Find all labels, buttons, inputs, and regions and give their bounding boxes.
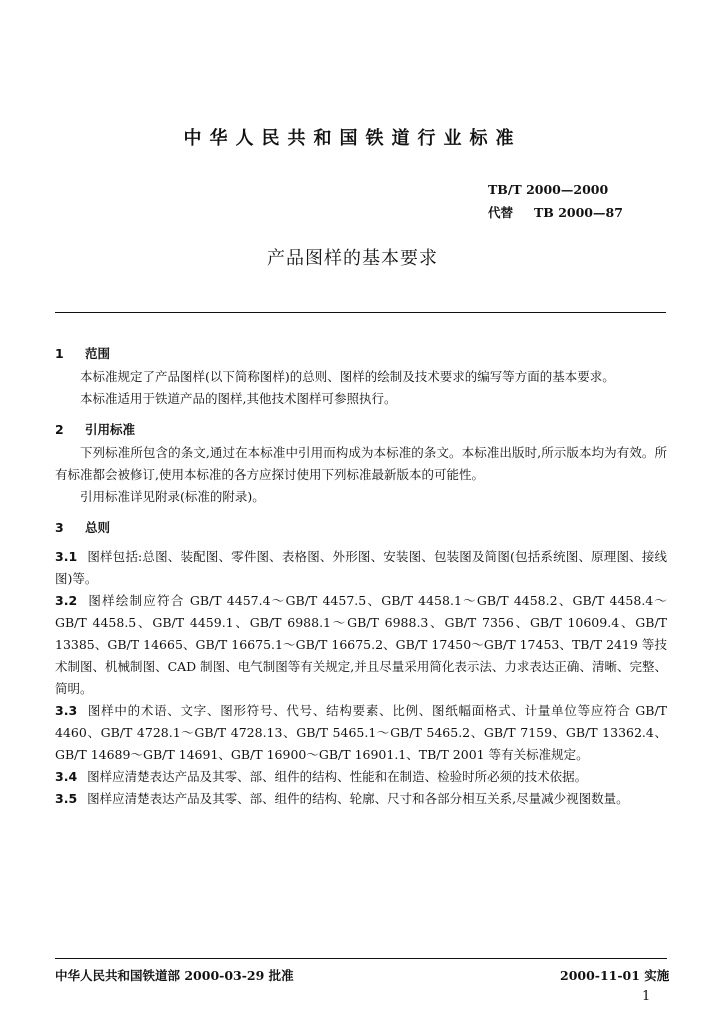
clause-text: 图样包括:总图、装配图、零件图、表格图、外形图、安装图、包装图及简图(包括系统图、原理图、接线图)等。 [55, 549, 667, 586]
clause-3-4 [55, 766, 667, 788]
clause-text: 图样应清楚表达产品及其零、部、组件的结构、性能和在制造、检验时所必须的技术依据。 [87, 769, 588, 784]
clause-3-1 [55, 546, 667, 590]
approval-line: 中华人民共和国铁道部 2000-03-29 批准 [55, 968, 294, 983]
clause-3-2 [55, 590, 667, 700]
document-title: 产品图样的基本要求 [267, 248, 438, 269]
paragraph: 本标准规定了产品图样(以下简称图样)的总则、图样的绘制及技术要求的编写等方面的基本要求。 [80, 369, 615, 384]
clause-number: 3.3 [55, 703, 78, 718]
clause-number: 3.4 [55, 769, 78, 784]
replaces-label: 代替 [488, 205, 514, 220]
footer-divider [55, 958, 667, 959]
section-heading-general [55, 516, 667, 540]
clause-text: 图样绘制应符合 GB/T 4457.4～GB/T 4457.5、GB/T 4458.1～GB/T 4458.2、GB/T 4458.4～GB/T 4458.5、GB/T 4459.1、GB/T 6988.1～GB/T 6988.3、GB/T 7356、GB/T 10609.4、GB/T 13385、GB/T 14665、GB/T 16675.1～GB/T 16675.2、GB/T 17450～GB/T 17453、TB/T 2419 等技术制图、机械制图、CAD 制图、电气制图等有关规定,并且尽量采用简化表示法、力求表达正确、清晰、完整、简明。 [55, 593, 667, 696]
section-title: 范围 [85, 346, 111, 361]
clause-3-3 [55, 700, 667, 766]
document-body [55, 340, 667, 810]
replaces-code: TB 2000—87 [534, 205, 623, 220]
clause-text: 图样应清楚表达产品及其零、部、组件的结构、轮廓、尺寸和各部分相互关系,尽量减少视图数量。 [87, 791, 629, 806]
clause-number: 3.5 [55, 791, 78, 806]
clause-number: 3.2 [55, 593, 78, 608]
section-heading-scope [55, 342, 667, 366]
standard-code-block [488, 178, 623, 224]
spacer [55, 508, 667, 514]
clause-3-5 [55, 788, 667, 810]
standard-number: TB/T 2000—2000 [488, 182, 609, 197]
section-number: 2 [55, 422, 64, 437]
section-number: 1 [55, 346, 64, 361]
standard-category-header: 中华人民共和国铁道行业标准 [183, 128, 522, 149]
replaces-line [488, 201, 623, 224]
section-heading-references [55, 418, 667, 442]
clause-text: 图样中的术语、文字、图形符号、代号、结构要素、比例、图纸幅面格式、计量单位等应符合 GB/T 4460、GB/T 4728.1～GB/T 4728.13、GB/T 5465.1～GB/T 5465.2、GB/T 7159、GB/T 13362.4、GB/T 14689～GB/T 14691、GB/T 16900～GB/T 16901.1、TB/T 2001 等有关标准规定。 [55, 703, 667, 762]
effective-date: 2000-11-01 实施 [560, 968, 670, 983]
paragraph: 引用标准详见附录(标准的附录)。 [80, 489, 265, 504]
title-divider [55, 312, 666, 313]
paragraph: 本标准适用于铁道产品的图样,其他技术图样可参照执行。 [80, 391, 397, 406]
section-number: 3 [55, 520, 64, 535]
section-title: 引用标准 [85, 422, 136, 437]
section-title: 总则 [85, 520, 111, 535]
spacer [55, 410, 667, 416]
page-number: 1 [642, 989, 651, 1004]
paragraph: 下列标准所包含的条文,通过在本标准中引用而构成为本标准的条文。本标准出版时,所示版本均为有效。所有标准都会被修订,使用本标准的各方应探讨使用下列标准最新版本的可能性。 [55, 445, 667, 482]
clause-number: 3.1 [55, 549, 78, 564]
